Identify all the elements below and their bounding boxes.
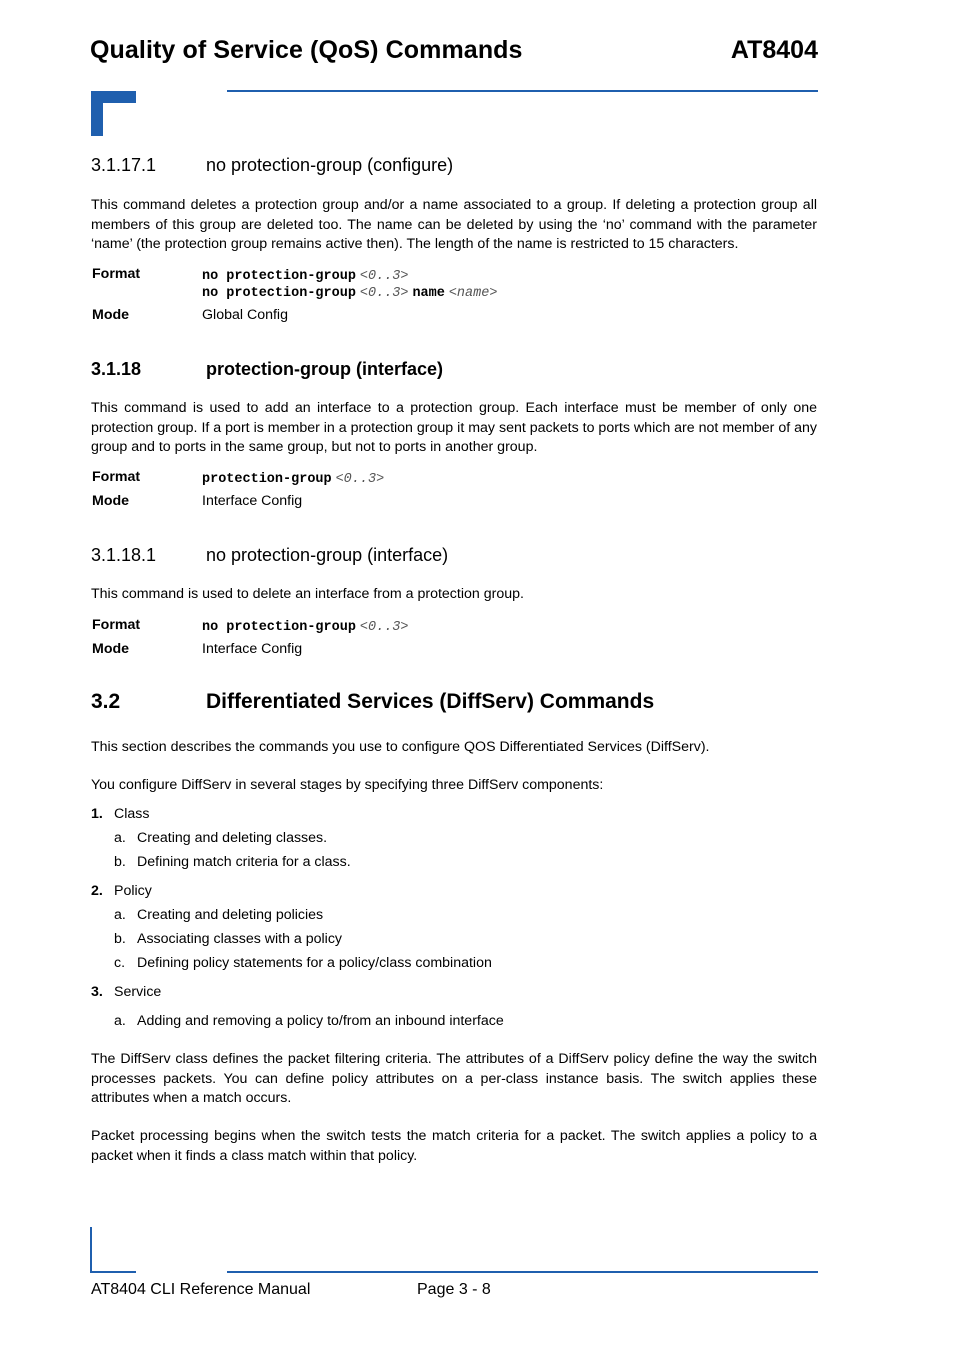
list-item-number: 2. <box>91 883 103 899</box>
footer-corner-horizontal <box>90 1271 136 1273</box>
format-label: Format <box>92 266 141 282</box>
sub-item-text: Defining policy statements for a policy/class combination <box>137 955 492 971</box>
sub-item-letter: b. <box>114 854 126 870</box>
body-paragraph: Packet processing begins when the switch tests the match criteria for a packet. The switch applies a policy to a packet when it finds a class match within that policy. <box>91 1128 817 1164</box>
command-text: no protection-group <box>202 286 356 301</box>
command-argument: <0..3> <box>359 620 409 635</box>
section-title: no protection-group (interface) <box>206 545 449 565</box>
section-heading-3-1-18-1 <box>91 545 791 567</box>
format-line <box>202 470 384 487</box>
command-argument: <0..3> <box>359 286 409 301</box>
mode-label: Mode <box>92 493 130 509</box>
command-argument: <0..3> <box>335 472 385 487</box>
format-label: Format <box>92 617 141 633</box>
format-line <box>202 618 409 635</box>
mode-value: Interface Config <box>202 641 303 657</box>
list-item-number: 3. <box>91 984 103 1000</box>
body-paragraph: This command deletes a protection group and/or a name associated to a group. If deleting a protection group all members of this group are deleted too. The name can be deleted by using the ‘no’ command with the parameter ‘name’ (the protection group remains active then). The length of the name is restricted to 15 characters. <box>91 197 817 252</box>
section-number: 3.1.18 <box>91 359 142 379</box>
section-number: 3.1.18.1 <box>91 545 157 565</box>
list-item-label: Class <box>114 806 150 822</box>
sub-item-text: Defining match criteria for a class. <box>137 854 351 870</box>
intro-paragraph: You configure DiffServ in several stages by specifying three DiffServ components: <box>91 777 604 793</box>
list-item-label: Policy <box>114 883 152 899</box>
sub-item-letter: a. <box>114 1013 126 1029</box>
footer-corner-vertical <box>90 1227 92 1273</box>
body-paragraph: The DiffServ class defines the packet filtering criteria. The attributes of a DiffServ policy define the way the switch processes packets. You can define policy attributes on a per-class instance basis. The switch applies these attributes when a match occurs. <box>91 1051 817 1106</box>
page-header-title: Quality of Service (QoS) Commands <box>90 36 523 64</box>
section-title: protection-group (interface) <box>206 359 443 379</box>
sub-item-text: Creating and deleting policies <box>137 907 324 923</box>
command-argument: <0..3> <box>359 269 409 284</box>
command-text: no protection-group <box>202 620 356 635</box>
sub-item-letter: a. <box>114 830 126 846</box>
section-heading-3-1-17-1 <box>91 155 791 177</box>
command-argument: <name> <box>448 286 498 301</box>
sub-item-letter: b. <box>114 931 126 947</box>
section-heading-3-2 <box>91 690 817 716</box>
corner-mark-vertical <box>91 91 103 136</box>
section-title: no protection-group (configure) <box>206 155 454 175</box>
section-number: 3.1.17.1 <box>91 155 157 175</box>
format-line-1 <box>202 267 409 284</box>
mode-label: Mode <box>92 641 130 657</box>
body-paragraph: This command is used to add an interface to a protection group. Each interface must be member of only one protection group. If a port is member in a protection group it may sent packets to ports which are not member of any group and to ports in the same group, but not to ports in another group. <box>91 400 817 455</box>
list-item-label: Service <box>114 984 162 1000</box>
body-paragraph: This command is used to delete an interface from a protection group. <box>91 586 524 602</box>
format-line-2 <box>202 284 497 301</box>
format-label: Format <box>92 469 141 485</box>
command-text: no protection-group <box>202 269 356 284</box>
footer-rule <box>227 1271 818 1273</box>
header-rule <box>227 90 818 92</box>
section-number: 3.2 <box>91 690 121 713</box>
sub-item-letter: a. <box>114 907 126 923</box>
sub-item-text: Adding and removing a policy to/from an inbound interface <box>137 1013 504 1029</box>
section-title: Differentiated Services (DiffServ) Commands <box>206 690 655 713</box>
page-header-product: AT8404 <box>730 36 818 64</box>
sub-item-letter: c. <box>114 955 126 971</box>
mode-value: Global Config <box>202 307 288 323</box>
footer-page-number: Page 3 - 8 <box>417 1281 491 1298</box>
mode-value: Interface Config <box>202 493 303 509</box>
list-item-number: 1. <box>91 806 103 822</box>
command-keyword: name <box>412 286 445 301</box>
section-heading-3-1-18 <box>91 359 791 381</box>
sub-item-text: Creating and deleting classes. <box>137 830 328 846</box>
mode-label: Mode <box>92 307 130 323</box>
footer-manual-name: AT8404 CLI Reference Manual <box>91 1281 311 1298</box>
sub-item-text: Associating classes with a policy <box>137 931 343 947</box>
command-text: protection-group <box>202 472 332 487</box>
intro-paragraph: This section describes the commands you use to configure QOS Differentiated Services (DiffServ). <box>91 739 710 755</box>
